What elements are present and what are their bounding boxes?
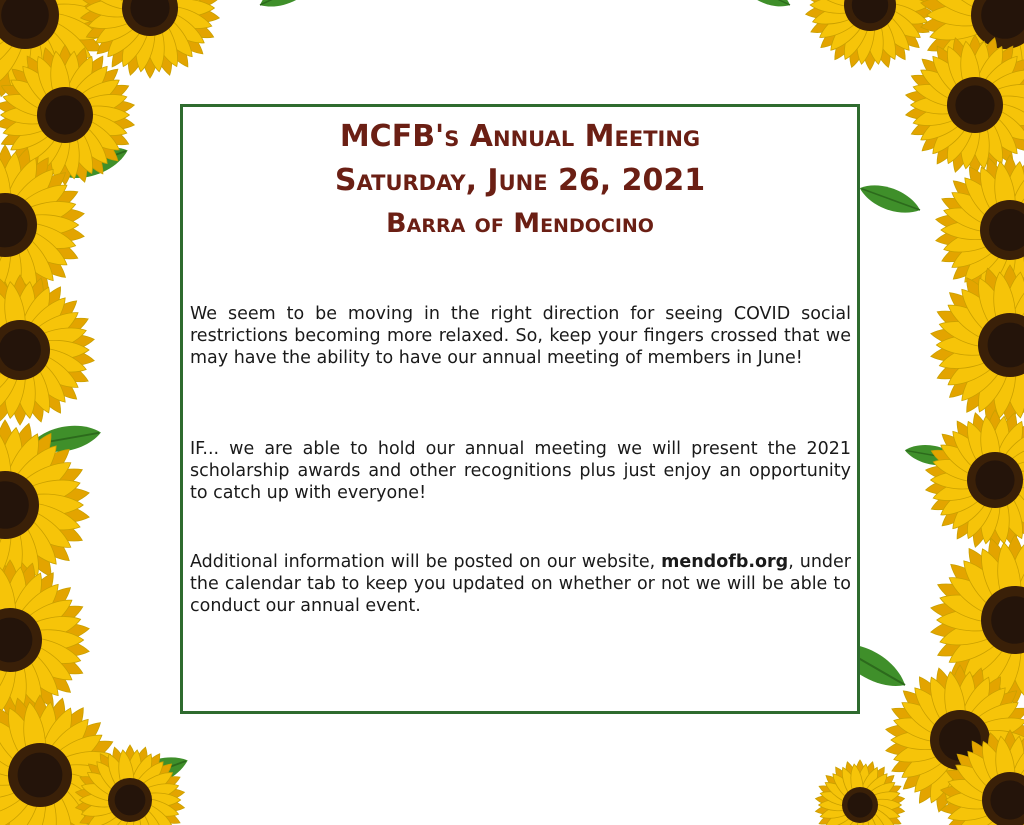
website-paragraph [190, 551, 851, 617]
website-link[interactable]: mendofb.org [661, 552, 789, 572]
sunflower-icon [0, 560, 91, 720]
leaf-icon [856, 178, 924, 220]
sunflower-icon [904, 35, 1024, 175]
website-text-before: Additional information will be posted on our website, [190, 552, 662, 572]
sunflower-icon [804, 0, 935, 70]
meeting-title: MCFB's Annual Meeting [339, 119, 701, 154]
meeting-date: Saturday, June 26, 2021 [334, 163, 706, 198]
sunflower-icon [929, 265, 1024, 425]
sunflower-icon [924, 410, 1024, 550]
meeting-location: Barra of Mendocino [386, 208, 654, 239]
website-text-after: , under the calendar tab to keep you updated on whether or not we will be able to conduct our annual event. [190, 552, 851, 616]
announcement-box [180, 104, 860, 714]
sunflower-icon [0, 275, 96, 425]
leaf-icon [255, 0, 322, 15]
leaf-icon [735, 0, 794, 14]
sunflower-icon [815, 760, 906, 825]
covid-paragraph: We seem to be moving in the right direction for seeing COVID social restrictions becoming more relaxed. So, keep your fingers crossed that we may have the ability to have our annual meeting of members in June! [190, 304, 851, 368]
scholarship-paragraph: IF... we are able to hold our annual meeting we will present the 2021 scholarship awards and other recognitions plus just enjoy an opportunity to catch up with everyone! [190, 439, 851, 503]
